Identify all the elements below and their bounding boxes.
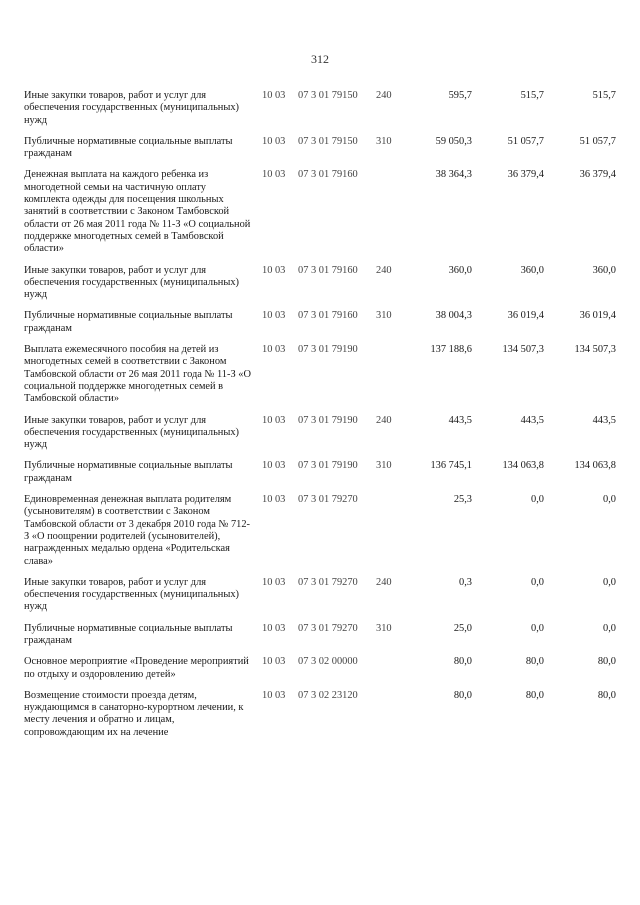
row-article-code: 07 3 01 79270 <box>298 622 358 634</box>
row-value-2: 134 063,8 <box>502 460 544 472</box>
row-value-1: 136 745,1 <box>430 460 472 472</box>
row-section-code: 10 03 <box>262 169 286 181</box>
table-row <box>24 310 616 344</box>
row-name: Денежная выплата на каждого ребенка из многодетной семьи на частичную оплату комплекта одежды для посещения школьных занятий в соответствии с Законом Тамбовской области от 26 мая 2011 года № 11-З «О социальной поддержке многодетных семей в Тамбовской области» <box>24 169 251 255</box>
page-number: 312 <box>311 52 329 66</box>
row-expense-type <box>376 690 400 748</box>
row-expense-type: 310 <box>376 135 392 147</box>
row-expense-type <box>376 494 400 577</box>
row-section-code: 10 03 <box>262 689 286 701</box>
row-value-2: 360,0 <box>520 264 544 276</box>
row-value-1: 38 004,3 <box>435 310 472 322</box>
row-value-2: 36 019,4 <box>507 310 544 322</box>
row-value-1: 0,3 <box>459 576 472 588</box>
row-expense-type: 240 <box>376 264 392 276</box>
row-value-1: 25,3 <box>453 494 472 506</box>
table-row <box>24 265 616 311</box>
table-row <box>24 169 616 264</box>
row-section-code: 10 03 <box>262 90 286 101</box>
row-value-3: 515,7 <box>592 90 616 101</box>
table-row <box>24 136 616 170</box>
row-section-code: 10 03 <box>262 494 286 506</box>
row-article-code: 07 3 01 79160 <box>298 310 358 322</box>
row-name: Публичные нормативные социальные выплаты гражданам <box>24 460 233 484</box>
row-article-code: 07 3 01 79190 <box>298 344 358 356</box>
row-value-1: 80,0 <box>453 689 472 701</box>
row-value-1: 59 050,3 <box>435 135 472 147</box>
row-section-code: 10 03 <box>262 656 286 668</box>
table-row <box>24 577 616 623</box>
row-section-code: 10 03 <box>262 576 286 588</box>
row-value-1: 38 364,3 <box>435 169 472 181</box>
row-name: Публичные нормативные социальные выплаты гражданам <box>24 622 233 646</box>
row-section-code: 10 03 <box>262 622 286 634</box>
row-value-3: 360,0 <box>592 264 616 276</box>
row-value-3: 134 507,3 <box>574 344 616 356</box>
row-value-2: 51 057,7 <box>507 135 544 147</box>
row-value-2: 0,0 <box>531 622 544 634</box>
row-expense-type: 240 <box>376 414 392 426</box>
table-row <box>24 415 616 461</box>
row-value-2: 80,0 <box>525 689 544 701</box>
row-name: Возмещение стоимости проезда детям, нуждающимся в санаторно-курортном лечении, к месту лечения и обратно и лицам, сопровождающим их на лечение <box>24 689 244 738</box>
row-value-2: 80,0 <box>525 656 544 668</box>
row-section-code: 10 03 <box>262 310 286 322</box>
row-value-1: 360,0 <box>448 264 472 276</box>
table-row <box>24 90 616 136</box>
row-value-3: 134 063,8 <box>574 460 616 472</box>
row-name: Иные закупки товаров, работ и услуг для обеспечения государственных (муниципальных) нужд <box>24 414 240 451</box>
row-expense-type: 310 <box>376 622 392 634</box>
row-value-3: 80,0 <box>597 656 616 668</box>
row-article-code: 07 3 01 79190 <box>298 460 358 472</box>
row-section-code: 10 03 <box>262 460 286 472</box>
table-row <box>24 656 616 690</box>
row-article-code: 07 3 01 79270 <box>298 494 358 506</box>
row-expense-type <box>376 169 400 264</box>
budget-table <box>24 90 616 748</box>
row-name: Основное мероприятие «Проведение мероприятий по отдыху и оздоровлению детей» <box>24 656 249 680</box>
row-value-2: 36 379,4 <box>507 169 544 181</box>
row-value-3: 0,0 <box>603 622 616 634</box>
row-value-3: 36 019,4 <box>579 310 616 322</box>
row-expense-type: 240 <box>376 90 392 101</box>
row-article-code: 07 3 02 00000 <box>298 656 358 668</box>
table-row <box>24 460 616 494</box>
row-name: Выплата ежемесячного пособия на детей из многодетных семей в соответствии с Законом Тамбовской области от 26 мая 2011 года № 11-З «О социальной поддержке многодетных семей в Тамбовской области» <box>24 344 251 405</box>
row-expense-type: 310 <box>376 460 392 472</box>
row-article-code: 07 3 01 79160 <box>298 264 358 276</box>
row-value-3: 0,0 <box>603 494 616 506</box>
row-value-2: 0,0 <box>531 494 544 506</box>
row-section-code: 10 03 <box>262 344 286 356</box>
row-article-code: 07 3 01 79150 <box>298 135 358 147</box>
row-article-code: 07 3 01 79270 <box>298 576 358 588</box>
row-expense-type: 240 <box>376 576 392 588</box>
row-name: Иные закупки товаров, работ и услуг для обеспечения государственных (муниципальных) нужд <box>24 576 240 613</box>
row-name: Единовременная денежная выплата родителям (усыновителям) в соответствии с Законом Тамбовской области от 3 декабря 2010 года № 712-З «О поощрении родителей (усыновителей), награжденных медалью ордена «Родительская слава» <box>24 494 250 567</box>
row-value-2: 134 507,3 <box>502 344 544 356</box>
row-value-3: 443,5 <box>592 414 616 426</box>
row-section-code: 10 03 <box>262 414 286 426</box>
row-value-1: 137 188,6 <box>430 344 472 356</box>
budget-table-body <box>24 90 616 748</box>
row-name: Иные закупки товаров, работ и услуг для обеспечения государственных (муниципальных) нужд <box>24 264 240 301</box>
row-section-code: 10 03 <box>262 135 286 147</box>
row-expense-type <box>376 656 400 690</box>
row-value-3: 80,0 <box>597 689 616 701</box>
row-value-1: 595,7 <box>448 90 472 101</box>
row-expense-type: 310 <box>376 310 392 322</box>
row-value-1: 80,0 <box>453 656 472 668</box>
table-row <box>24 623 616 657</box>
row-value-2: 0,0 <box>531 576 544 588</box>
row-expense-type <box>376 344 400 414</box>
row-name: Публичные нормативные социальные выплаты гражданам <box>24 310 233 334</box>
row-value-1: 443,5 <box>448 414 472 426</box>
row-section-code: 10 03 <box>262 264 286 276</box>
row-value-2: 515,7 <box>520 90 544 101</box>
row-value-3: 0,0 <box>603 576 616 588</box>
row-article-code: 07 3 02 23120 <box>298 689 358 701</box>
table-row <box>24 344 616 414</box>
row-value-2: 443,5 <box>520 414 544 426</box>
row-value-1: 25,0 <box>453 622 472 634</box>
table-row <box>24 690 616 748</box>
row-value-3: 51 057,7 <box>579 135 616 147</box>
row-name: Публичные нормативные социальные выплаты гражданам <box>24 135 233 160</box>
row-article-code: 07 3 01 79150 <box>298 90 358 101</box>
row-name: Иные закупки товаров, работ и услуг для обеспечения государственных (муниципальных) нужд <box>24 90 240 126</box>
row-article-code: 07 3 01 79190 <box>298 414 358 426</box>
table-row <box>24 494 616 577</box>
row-value-3: 36 379,4 <box>579 169 616 181</box>
row-article-code: 07 3 01 79160 <box>298 169 358 181</box>
